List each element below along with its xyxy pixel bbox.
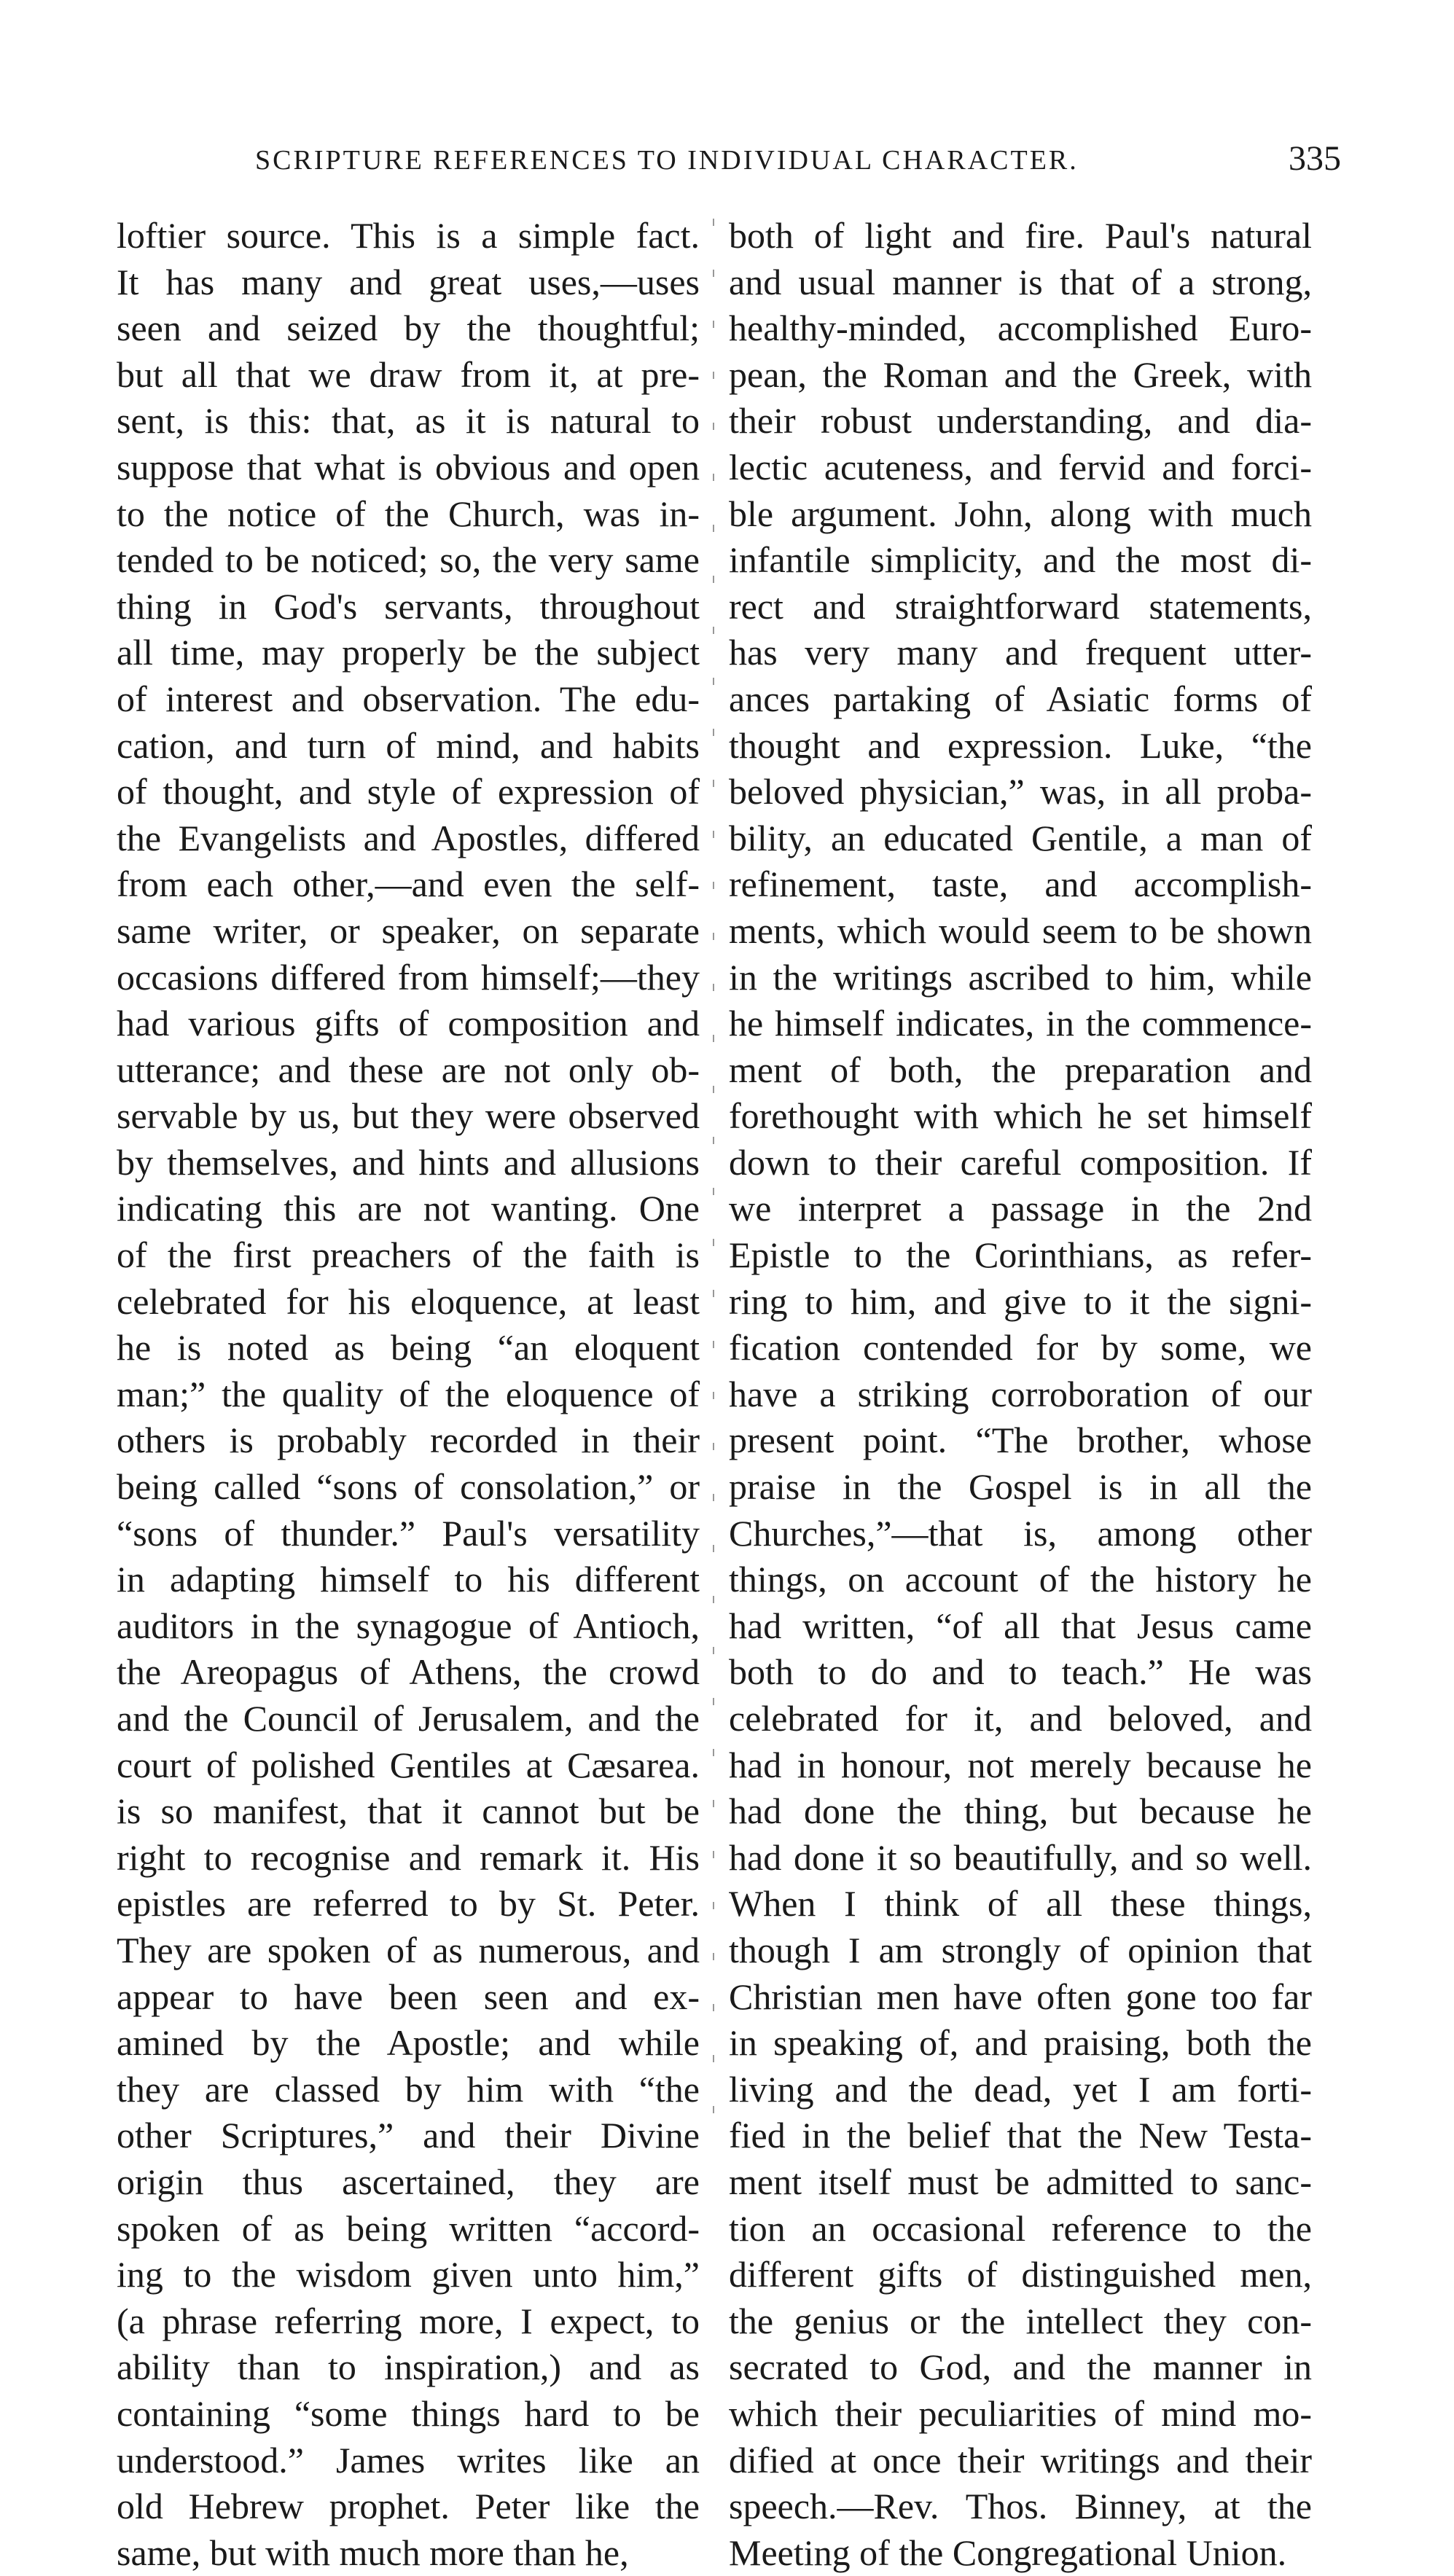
text-line: celebrated for his eloquence, at least — [117, 1280, 700, 1322]
text-line: They are spoken of as numerous, and — [117, 1929, 700, 1970]
text-line: fied in the belief that the New Testa- — [729, 2115, 1312, 2156]
text-line: origin thus ascertained, they are — [117, 2161, 700, 2202]
text-line: in the writings ascribed to him, while — [729, 956, 1312, 998]
text-line: though I am strongly of opinion that — [729, 1929, 1312, 1970]
text-line: the Areopagus of Athens, the crowd — [117, 1651, 700, 1693]
page-number: 335 — [1289, 139, 1341, 178]
left-text-column — [117, 213, 700, 2576]
text-line: occasions differed from himself;—they — [117, 956, 700, 998]
text-line: beloved physician,” was, in all proba- — [729, 771, 1312, 813]
column-gutter-rule — [713, 219, 714, 2142]
text-line: their robust understanding, and dia- — [729, 400, 1312, 442]
text-line: servable by us, but they were observed — [117, 1095, 700, 1137]
text-line: in adapting himself to his different — [117, 1559, 700, 1600]
text-line: sent, is this: that, as it is natural to — [117, 400, 700, 442]
running-head: SCRIPTURE REFERENCES TO INDIVIDUAL CHARACTER. — [255, 145, 1079, 176]
text-line: containing “some things hard to be — [117, 2392, 700, 2434]
text-line: understood.” James writes like an — [117, 2439, 700, 2481]
text-line: epistles are referred to by St. Peter. — [117, 1883, 700, 1925]
text-line: Christian men have often gone too far — [729, 1976, 1312, 2017]
text-line: the Evangelists and Apostles, differed — [117, 817, 700, 858]
text-line: Meeting of the Congregational Union. — [729, 2532, 1287, 2573]
text-line: thing in God's servants, throughout — [117, 585, 700, 627]
text-line: ances partaking of Asiatic forms of — [729, 678, 1312, 719]
text-line: spoken of as being written “accord- — [117, 2207, 700, 2249]
text-line: he is noted as being “an eloquent — [117, 1327, 700, 1369]
text-line: cation, and turn of mind, and habits — [117, 724, 700, 766]
text-line: When I think of all these things, — [729, 1883, 1312, 1925]
text-line: court of polished Gentiles at Cæsarea. — [117, 1744, 700, 1785]
text-line: have a striking corroboration of our — [729, 1373, 1312, 1414]
text-line: had in honour, not merely because he — [729, 1744, 1312, 1785]
text-line: thought and expression. Luke, “the — [729, 724, 1312, 766]
right-text-column — [729, 213, 1312, 2576]
text-line: tended to be noticed; so, the very same — [117, 539, 700, 581]
text-line: amined by the Apostle; and while — [117, 2022, 700, 2064]
text-line: had written, “of all that Jesus came — [729, 1605, 1312, 1646]
text-line: living and the dead, yet I am forti- — [729, 2068, 1312, 2110]
text-line: to the notice of the Church, was in- — [117, 493, 700, 534]
text-line: old Hebrew prophet. Peter like the — [117, 2486, 700, 2527]
text-line: refinement, taste, and accomplish- — [729, 864, 1312, 905]
text-line: Churches,”—that is, among other — [729, 1512, 1312, 1554]
text-line: man;” the quality of the eloquence of — [117, 1373, 700, 1414]
text-line: same, but with much more than he, — [117, 2532, 629, 2573]
text-line: the genius or the intellect they con- — [729, 2300, 1312, 2341]
text-line: being called “sons of consolation,” or — [117, 1466, 700, 1508]
text-line: praise in the Gospel is in all the — [729, 1466, 1312, 1508]
text-line: is so manifest, that it cannot but be — [117, 1790, 700, 1832]
text-line: other Scriptures,” and their Divine — [117, 2115, 700, 2156]
text-line: ments, which would seem to be shown — [729, 909, 1312, 951]
text-line: by themselves, and hints and allusions — [117, 1141, 700, 1183]
text-line: both of light and fire. Paul's natural — [729, 215, 1312, 256]
text-line: (a phrase referring more, I expect, to — [117, 2300, 700, 2341]
text-line: but all that we draw from it, at pre- — [117, 353, 700, 395]
text-line: has very many and frequent utter- — [729, 632, 1312, 673]
text-line: lectic acuteness, and fervid and forci- — [729, 446, 1312, 488]
text-line: others is probably recorded in their — [117, 1420, 700, 1461]
text-line: down to their careful composition. If — [729, 1141, 1312, 1183]
text-line: had various gifts of composition and — [117, 1003, 700, 1044]
text-line: of interest and observation. The edu- — [117, 678, 700, 719]
text-line: ring to him, and give to it the signi- — [729, 1280, 1312, 1322]
text-line: in speaking of, and praising, both the — [729, 2022, 1312, 2064]
text-line: of thought, and style of expression of — [117, 771, 700, 813]
text-line: Epistle to the Corinthians, as refer- — [729, 1234, 1312, 1276]
text-line: utterance; and these are not only ob- — [117, 1049, 700, 1090]
text-line: fication contended for by some, we — [729, 1327, 1312, 1369]
text-line: dified at once their writings and their — [729, 2439, 1312, 2481]
text-line: of the first preachers of the faith is — [117, 1234, 700, 1276]
text-line: and usual manner is that of a strong, — [729, 261, 1312, 302]
text-line: he himself indicates, in the commence- — [729, 1003, 1312, 1044]
text-line: infantile simplicity, and the most di- — [729, 539, 1312, 581]
text-line: had done the thing, but because he — [729, 1790, 1312, 1832]
text-line: present point. “The brother, whose — [729, 1420, 1312, 1461]
text-line: speech.—Rev. Thos. Binney, at the — [729, 2486, 1312, 2527]
text-line: which their peculiarities of mind mo- — [729, 2392, 1312, 2434]
text-line: tion an occasional reference to the — [729, 2207, 1312, 2249]
text-line: appear to have been seen and ex- — [117, 1976, 700, 2017]
text-line: rect and straightforward statements, — [729, 585, 1312, 627]
text-line: all time, may properly be the subject — [117, 632, 700, 673]
text-line: things, on account of the history he — [729, 1559, 1312, 1600]
page-header — [117, 137, 1341, 188]
text-line: ble argument. John, along with much — [729, 493, 1312, 534]
text-line: secrated to God, and the manner in — [729, 2346, 1312, 2388]
text-line: forethought with which he set himself — [729, 1095, 1312, 1137]
text-line: bility, an educated Gentile, a man of — [729, 817, 1312, 858]
text-line: ment itself must be admitted to sanc- — [729, 2161, 1312, 2202]
text-line: they are classed by him with “the — [117, 2068, 700, 2110]
text-line: “sons of thunder.” Paul's versatility — [117, 1512, 700, 1554]
text-line: ability than to inspiration,) and as — [117, 2346, 700, 2388]
text-line: right to recognise and remark it. His — [117, 1836, 700, 1878]
text-line: It has many and great uses,—uses — [117, 261, 700, 302]
text-line: auditors in the synagogue of Antioch, — [117, 1605, 700, 1646]
text-line: celebrated for it, and beloved, and — [729, 1698, 1312, 1739]
text-line: from each other,—and even the self- — [117, 864, 700, 905]
text-line: had done it so beautifully, and so well. — [729, 1836, 1312, 1878]
text-line: different gifts of distinguished men, — [729, 2254, 1312, 2295]
text-line: same writer, or speaker, on separate — [117, 909, 700, 951]
text-line: both to do and to teach.” He was — [729, 1651, 1312, 1693]
text-line: ing to the wisdom given unto him,” — [117, 2254, 700, 2295]
text-line: ment of both, the preparation and — [729, 1049, 1312, 1090]
text-line: pean, the Roman and the Greek, with — [729, 353, 1312, 395]
text-line: loftier source. This is a simple fact. — [117, 215, 700, 256]
text-line: indicating this are not wanting. One — [117, 1188, 700, 1229]
text-line: and the Council of Jerusalem, and the — [117, 1698, 700, 1739]
text-line: we interpret a passage in the 2nd — [729, 1188, 1312, 1229]
text-line: suppose that what is obvious and open — [117, 446, 700, 488]
text-line: seen and seized by the thoughtful; — [117, 308, 700, 349]
text-line: healthy-minded, accomplished Euro- — [729, 308, 1312, 349]
